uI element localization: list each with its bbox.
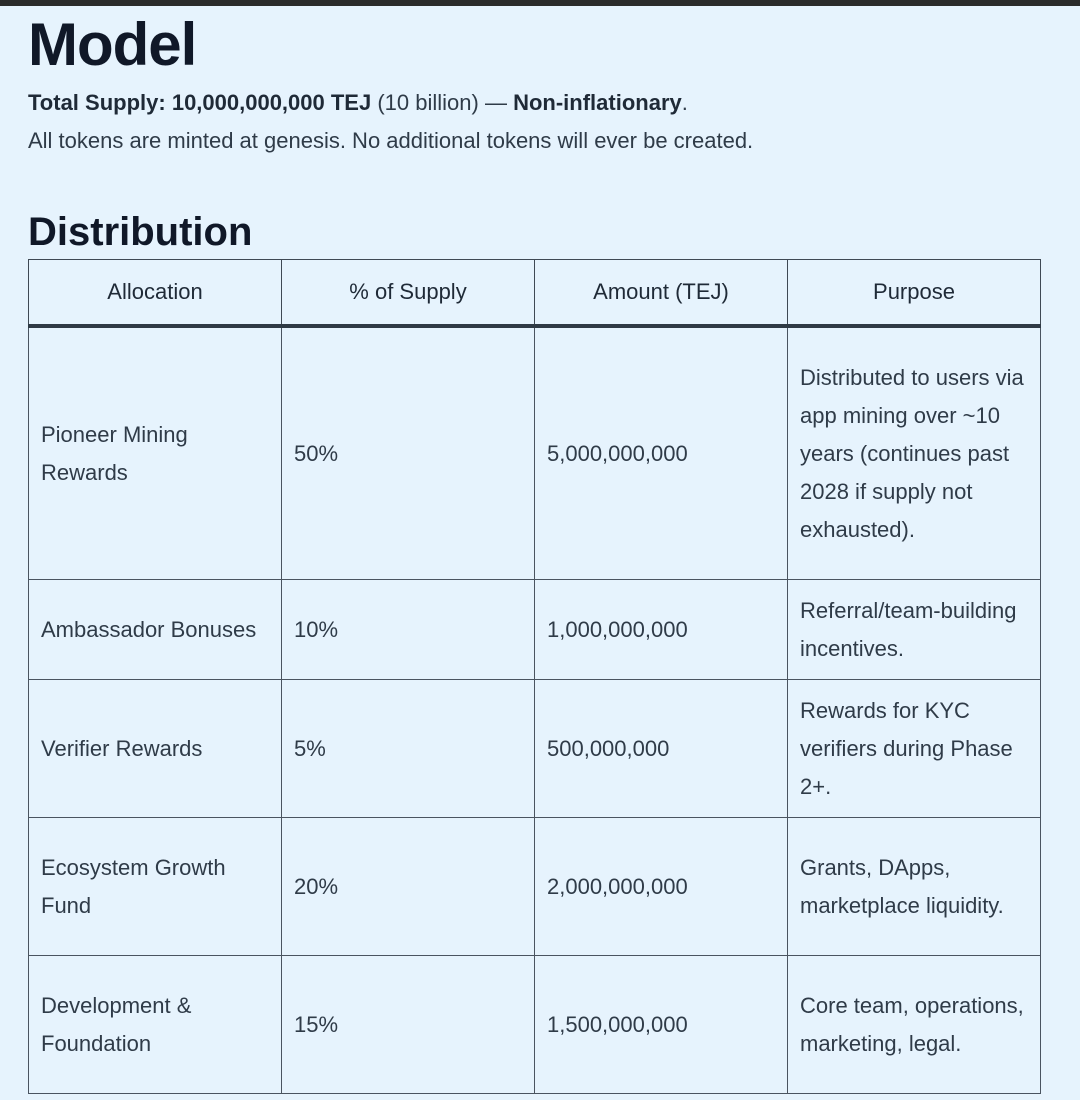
amount-cell: 1,500,000,000 bbox=[535, 956, 788, 1094]
distribution-table bbox=[28, 259, 1041, 1094]
table-row bbox=[29, 956, 1041, 1094]
table-row bbox=[29, 326, 1041, 580]
purpose-cell: Grants, DApps, marketplace liquidity. bbox=[788, 818, 1041, 956]
total-supply-detail: (10 billion) — bbox=[377, 90, 507, 115]
allocation-cell: Development & Foundation bbox=[29, 956, 282, 1094]
table-row bbox=[29, 680, 1041, 818]
column-header-purpose: Purpose bbox=[788, 260, 1041, 327]
table-header-row bbox=[29, 260, 1041, 327]
page-title: Model bbox=[28, 11, 197, 78]
table-row bbox=[29, 818, 1041, 956]
percent-cell: 50% bbox=[282, 326, 535, 580]
amount-cell: 5,000,000,000 bbox=[535, 326, 788, 580]
distribution-title: Distribution bbox=[28, 210, 253, 254]
percent-cell: 5% bbox=[282, 680, 535, 818]
amount-cell: 500,000,000 bbox=[535, 680, 788, 818]
total-supply-amount: 10,000,000,000 TEJ bbox=[171, 90, 372, 115]
allocation-cell: Ecosystem Growth Fund bbox=[29, 818, 282, 956]
supply-period: . bbox=[681, 90, 688, 115]
genesis-note: All tokens are minted at genesis. No additional tokens will ever be created. bbox=[28, 128, 754, 153]
supply-type: Non-inflationary bbox=[513, 90, 682, 115]
purpose-cell: Referral/team-building incentives. bbox=[788, 580, 1041, 680]
amount-cell: 1,000,000,000 bbox=[535, 580, 788, 680]
percent-cell: 15% bbox=[282, 956, 535, 1094]
percent-cell: 20% bbox=[282, 818, 535, 956]
column-header-allocation: Allocation bbox=[29, 260, 282, 327]
allocation-cell: Ambassador Bonuses bbox=[29, 580, 282, 680]
table-row bbox=[29, 580, 1041, 680]
percent-cell: 10% bbox=[282, 580, 535, 680]
allocation-cell: Verifier Rewards bbox=[29, 680, 282, 818]
total-supply-label: Total Supply: bbox=[28, 90, 166, 115]
purpose-cell: Core team, operations, marketing, legal. bbox=[788, 956, 1041, 1094]
purpose-cell: Rewards for KYC verifiers during Phase 2+. bbox=[788, 680, 1041, 818]
allocation-cell: Pioneer Mining Rewards bbox=[29, 326, 282, 580]
column-header-percent: % of Supply bbox=[282, 260, 535, 327]
purpose-cell: Distributed to users via app mining over ~10 years (continues past 2028 if supply not exhausted). bbox=[788, 326, 1041, 580]
total-supply-line bbox=[28, 88, 1041, 118]
column-header-amount: Amount (TEJ) bbox=[535, 260, 788, 327]
tokenomics-section bbox=[28, 6, 1041, 1094]
amount-cell: 2,000,000,000 bbox=[535, 818, 788, 956]
